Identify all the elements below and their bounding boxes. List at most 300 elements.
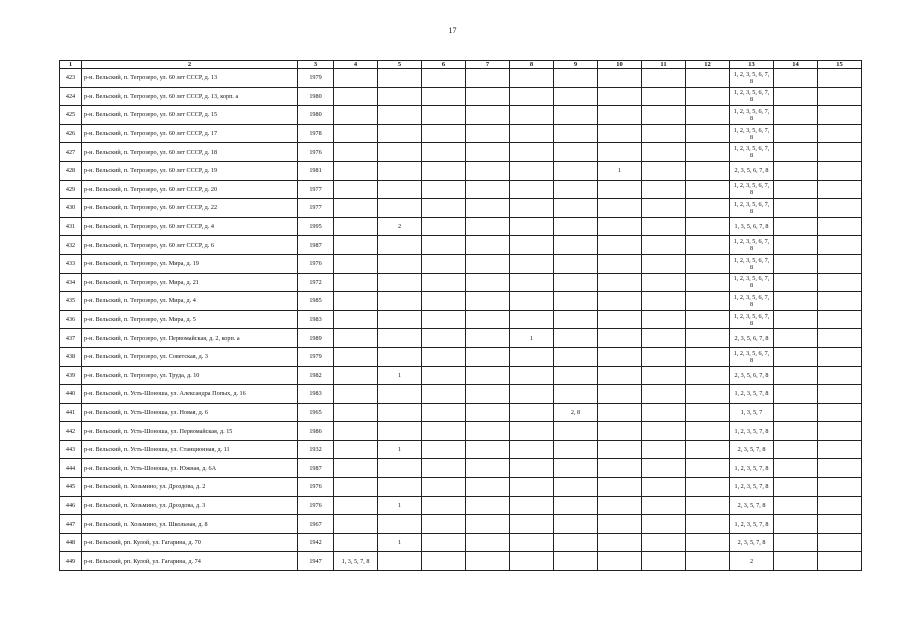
table-cell [510, 310, 554, 329]
table-cell [554, 236, 598, 255]
table-cell [510, 199, 554, 218]
table-cell [554, 69, 598, 88]
table-cell [466, 459, 510, 478]
column-header: 11 [642, 61, 686, 69]
table-cell [466, 533, 510, 552]
address-cell: р-н. Вельский, п. Тегрозеро, ул. Первомайская, д. 2, корп. а [82, 329, 298, 348]
table-cell [422, 124, 466, 143]
table-cell [378, 143, 422, 162]
table-cell [554, 533, 598, 552]
table-cell [466, 236, 510, 255]
table-cell [554, 161, 598, 180]
table-cell [642, 422, 686, 441]
table-cell [554, 180, 598, 199]
table-row [60, 236, 862, 255]
table-row [60, 180, 862, 199]
table-cell [422, 310, 466, 329]
address-cell: р-н. Вельский, п. Тегрозеро, ул. Мира, д. 4 [82, 292, 298, 311]
table-cell [642, 161, 686, 180]
row-number-cell: 424 [60, 87, 82, 106]
table-cell [642, 533, 686, 552]
table-cell [334, 217, 378, 236]
column-header: 10 [598, 61, 642, 69]
table-cell [686, 199, 730, 218]
table-cell [466, 217, 510, 236]
table-cell [686, 366, 730, 385]
table-cell [598, 347, 642, 366]
table-cell [378, 180, 422, 199]
address-cell: р-н. Вельский, п. Тегрозеро, ул. 60 лет СССР, д. 19 [82, 161, 298, 180]
table-cell [818, 403, 862, 422]
address-cell: р-н. Вельский, п. Хозьмино, ул. Дроздова, д. 3 [82, 496, 298, 515]
address-cell: р-н. Вельский, п. Тегрозеро, ул. Мира, д. 19 [82, 254, 298, 273]
row-number-cell: 443 [60, 440, 82, 459]
table-cell [510, 217, 554, 236]
table-cell: 1, 2, 3, 5, 6, 7, 8 [730, 87, 774, 106]
table-cell [510, 440, 554, 459]
table-cell [334, 366, 378, 385]
year-cell: 1976 [298, 254, 334, 273]
table-cell: 1, 2, 3, 5, 6, 7, 8 [730, 124, 774, 143]
column-header: 1 [60, 61, 82, 69]
table-cell [378, 459, 422, 478]
table-cell [466, 143, 510, 162]
row-number-cell: 428 [60, 161, 82, 180]
table-cell [334, 403, 378, 422]
table-cell [510, 292, 554, 311]
column-header: 13 [730, 61, 774, 69]
table-cell [774, 254, 818, 273]
table-cell [598, 254, 642, 273]
table-row [60, 347, 862, 366]
table-cell [378, 310, 422, 329]
table-cell [818, 143, 862, 162]
table-cell: 1, 2, 3, 5, 6, 7, 8 [730, 143, 774, 162]
table-cell [598, 422, 642, 441]
table-cell [422, 199, 466, 218]
table-cell [422, 329, 466, 348]
table-cell: 1 [378, 440, 422, 459]
table-cell: 2 [378, 217, 422, 236]
table-cell [422, 161, 466, 180]
table-cell [510, 496, 554, 515]
year-cell: 1976 [298, 143, 334, 162]
table-cell [642, 329, 686, 348]
table-cell [422, 459, 466, 478]
table-cell [334, 87, 378, 106]
table-cell [598, 329, 642, 348]
row-number-cell: 438 [60, 347, 82, 366]
table-row [60, 496, 862, 515]
table-cell [642, 347, 686, 366]
table-cell [378, 422, 422, 441]
table-cell: 2, 8 [554, 403, 598, 422]
table-row [60, 403, 862, 422]
table-cell: 1 [510, 329, 554, 348]
year-cell: 1986 [298, 422, 334, 441]
table-cell [510, 273, 554, 292]
table-cell [686, 124, 730, 143]
row-number-cell: 440 [60, 385, 82, 404]
table-row [60, 385, 862, 404]
table-cell [422, 440, 466, 459]
table-cell [774, 366, 818, 385]
row-number-cell: 427 [60, 143, 82, 162]
table-cell: 1 [378, 366, 422, 385]
table-cell [466, 515, 510, 534]
table-cell [378, 124, 422, 143]
year-cell: 1995 [298, 217, 334, 236]
column-header: 2 [82, 61, 298, 69]
table-cell [598, 478, 642, 497]
table-cell [422, 347, 466, 366]
address-cell: р-н. Вельский, п. Тегрозеро, ул. 60 лет СССР, д. 13 [82, 69, 298, 88]
table-cell [554, 422, 598, 441]
table-cell [334, 422, 378, 441]
table-cell: 1, 2, 3, 5, 6, 7, 8 [730, 106, 774, 125]
table-cell [818, 106, 862, 125]
table-cell [818, 515, 862, 534]
table-cell: 1, 2, 3, 5, 7, 8 [730, 422, 774, 441]
table-cell [598, 496, 642, 515]
page-number: 17 [448, 26, 457, 35]
column-header: 14 [774, 61, 818, 69]
table-cell [422, 403, 466, 422]
table-cell [466, 347, 510, 366]
table-cell [554, 515, 598, 534]
table-cell [334, 106, 378, 125]
table-cell [818, 440, 862, 459]
table-cell [334, 180, 378, 199]
table-cell [818, 496, 862, 515]
table-cell [686, 552, 730, 571]
table-cell [554, 254, 598, 273]
table-cell [598, 236, 642, 255]
table-cell [510, 552, 554, 571]
table-cell [554, 124, 598, 143]
table-cell [642, 310, 686, 329]
table-cell [378, 329, 422, 348]
table-cell [378, 515, 422, 534]
row-number-cell: 442 [60, 422, 82, 441]
table-cell [686, 180, 730, 199]
table-cell [422, 180, 466, 199]
table-cell [686, 440, 730, 459]
table-row [60, 292, 862, 311]
row-number-cell: 426 [60, 124, 82, 143]
table-cell [466, 292, 510, 311]
row-number-cell: 425 [60, 106, 82, 125]
column-header: 8 [510, 61, 554, 69]
table-cell [554, 199, 598, 218]
table-cell: 1, 2, 3, 5, 6, 7, 8 [730, 292, 774, 311]
table-cell: 1, 2, 3, 5, 6, 7, 8 [730, 236, 774, 255]
table-cell [818, 422, 862, 441]
table-cell [686, 292, 730, 311]
table-cell [774, 552, 818, 571]
table-row [60, 217, 862, 236]
year-cell: 1987 [298, 459, 334, 478]
table-cell [774, 236, 818, 255]
table-cell [642, 106, 686, 125]
table-cell [334, 254, 378, 273]
table-cell [818, 254, 862, 273]
table-cell [378, 552, 422, 571]
table-cell [686, 106, 730, 125]
table-cell: 2, 3, 5, 7, 8 [730, 440, 774, 459]
table-cell [598, 403, 642, 422]
table-cell [554, 273, 598, 292]
table-cell [466, 310, 510, 329]
table-cell [422, 254, 466, 273]
table-cell [818, 459, 862, 478]
year-cell: 1947 [298, 552, 334, 571]
table-cell [510, 87, 554, 106]
table-cell [774, 161, 818, 180]
table-cell [818, 366, 862, 385]
year-cell: 1965 [298, 403, 334, 422]
table-cell [510, 403, 554, 422]
table-cell [774, 124, 818, 143]
row-number-cell: 433 [60, 254, 82, 273]
year-cell: 1977 [298, 199, 334, 218]
table-cell [510, 422, 554, 441]
address-cell: р-н. Вельский, п. Тегрозеро, ул. Труда, д. 10 [82, 366, 298, 385]
year-cell: 1972 [298, 273, 334, 292]
table-cell: 2, 3, 5, 6, 7, 8 [730, 329, 774, 348]
table-cell [598, 552, 642, 571]
table-cell [334, 273, 378, 292]
table-cell [334, 124, 378, 143]
table-cell [466, 124, 510, 143]
table-cell [642, 124, 686, 143]
year-cell: 1989 [298, 329, 334, 348]
row-number-cell: 439 [60, 366, 82, 385]
table-cell [510, 478, 554, 497]
table-cell [466, 366, 510, 385]
table-cell [466, 552, 510, 571]
table-cell [598, 106, 642, 125]
row-number-cell: 449 [60, 552, 82, 571]
table-cell [378, 106, 422, 125]
table-cell [598, 124, 642, 143]
table-cell [598, 273, 642, 292]
table-cell [818, 533, 862, 552]
table-cell [642, 217, 686, 236]
table-cell [422, 236, 466, 255]
table-row [60, 440, 862, 459]
table-cell [422, 273, 466, 292]
address-cell: р-н. Вельский, п. Тегрозеро, ул. 60 лет СССР, д. 18 [82, 143, 298, 162]
table-row [60, 552, 862, 571]
table-row [60, 273, 862, 292]
table-cell [686, 533, 730, 552]
column-header: 9 [554, 61, 598, 69]
table-cell [774, 478, 818, 497]
table-cell [598, 87, 642, 106]
table-cell [642, 403, 686, 422]
year-cell: 1979 [298, 347, 334, 366]
table-cell [422, 87, 466, 106]
table-cell [334, 69, 378, 88]
table-cell [598, 515, 642, 534]
table-cell [818, 347, 862, 366]
table-cell [378, 347, 422, 366]
table-cell [686, 254, 730, 273]
table-cell [642, 87, 686, 106]
column-header: 15 [818, 61, 862, 69]
table-cell: 1, 2, 3, 5, 6, 7, 8 [730, 347, 774, 366]
table-cell [598, 143, 642, 162]
table-cell [554, 385, 598, 404]
table-cell [774, 347, 818, 366]
table-cell [422, 217, 466, 236]
year-cell: 1979 [298, 69, 334, 88]
table-cell [378, 273, 422, 292]
table-cell [774, 217, 818, 236]
table-row [60, 143, 862, 162]
address-cell: р-н. Вельский, п. Тегрозеро, ул. Мира, д. 5 [82, 310, 298, 329]
address-cell: р-н. Вельский, п. Тегрозеро, ул. 60 лет СССР, д. 20 [82, 180, 298, 199]
table-cell [422, 478, 466, 497]
table-cell [686, 310, 730, 329]
table-cell [466, 422, 510, 441]
table-cell [422, 143, 466, 162]
table-cell [422, 385, 466, 404]
row-number-cell: 431 [60, 217, 82, 236]
table-cell [378, 199, 422, 218]
table-cell [598, 366, 642, 385]
table-cell [598, 533, 642, 552]
table-cell [510, 180, 554, 199]
table-cell [598, 180, 642, 199]
address-cell: р-н. Вельский, рп. Кулой, ул. Гагарина, д. 70 [82, 533, 298, 552]
table-cell [642, 552, 686, 571]
table-cell [554, 496, 598, 515]
row-number-cell: 436 [60, 310, 82, 329]
year-cell: 1976 [298, 478, 334, 497]
table-cell [334, 478, 378, 497]
table-cell [466, 180, 510, 199]
row-number-cell: 441 [60, 403, 82, 422]
table-cell [642, 69, 686, 88]
table-cell [686, 422, 730, 441]
table-cell [686, 515, 730, 534]
table-cell [334, 143, 378, 162]
table-cell [510, 347, 554, 366]
table-cell [334, 347, 378, 366]
table-cell: 1, 2, 3, 5, 7, 8 [730, 515, 774, 534]
table-cell [554, 366, 598, 385]
table-cell [510, 515, 554, 534]
table-cell [642, 515, 686, 534]
table-cell [422, 515, 466, 534]
table-cell [774, 533, 818, 552]
table-cell [466, 403, 510, 422]
table-cell [422, 533, 466, 552]
row-number-cell: 435 [60, 292, 82, 311]
table-cell [422, 292, 466, 311]
table-cell [466, 87, 510, 106]
table-cell [774, 106, 818, 125]
table-cell [818, 552, 862, 571]
table-cell [334, 310, 378, 329]
table-cell [774, 273, 818, 292]
table-cell [686, 347, 730, 366]
year-cell: 1932 [298, 440, 334, 459]
table-cell [334, 292, 378, 311]
table-row [60, 254, 862, 273]
table-cell [554, 292, 598, 311]
table-cell [642, 385, 686, 404]
table-cell [818, 329, 862, 348]
table-cell [334, 496, 378, 515]
table-cell: 1 [378, 533, 422, 552]
address-cell: р-н. Вельский, п. Усть-Шоноша, ул. Александра Попых, д. 16 [82, 385, 298, 404]
row-number-cell: 447 [60, 515, 82, 534]
table-cell: 2, 3, 5, 6, 7, 8 [730, 161, 774, 180]
table-cell [642, 496, 686, 515]
table-cell [642, 366, 686, 385]
year-cell: 1983 [298, 310, 334, 329]
address-cell: р-н. Вельский, п. Тегрозеро, ул. Мира, д. 21 [82, 273, 298, 292]
table-cell [598, 217, 642, 236]
table-cell [466, 385, 510, 404]
address-cell: р-н. Вельский, п. Усть-Шоноша, ул. Южная, д. 6А [82, 459, 298, 478]
table-cell [378, 254, 422, 273]
table-cell [510, 254, 554, 273]
table-cell [422, 106, 466, 125]
table-cell [774, 199, 818, 218]
table-cell [378, 69, 422, 88]
table-cell [642, 292, 686, 311]
table-cell [422, 69, 466, 88]
row-number-cell: 448 [60, 533, 82, 552]
address-cell: р-н. Вельский, п. Тегрозеро, ул. 60 лет СССР, д. 13, корп. а [82, 87, 298, 106]
table-cell [686, 459, 730, 478]
year-cell: 1983 [298, 385, 334, 404]
table-cell [334, 459, 378, 478]
year-cell: 1980 [298, 87, 334, 106]
row-number-cell: 430 [60, 199, 82, 218]
table-cell [378, 403, 422, 422]
year-cell: 1942 [298, 533, 334, 552]
table-cell [334, 199, 378, 218]
table-cell [818, 292, 862, 311]
table-cell [466, 496, 510, 515]
table-cell [818, 385, 862, 404]
table-cell [642, 236, 686, 255]
table-cell [466, 329, 510, 348]
year-cell: 1978 [298, 124, 334, 143]
row-number-cell: 446 [60, 496, 82, 515]
table-cell [598, 310, 642, 329]
table-cell [686, 69, 730, 88]
table-cell [378, 236, 422, 255]
table-cell [686, 496, 730, 515]
table-cell [510, 106, 554, 125]
table-cell [686, 403, 730, 422]
table-cell [378, 385, 422, 404]
column-header: 5 [378, 61, 422, 69]
table-cell [334, 385, 378, 404]
table-cell [466, 440, 510, 459]
housing-registry-table [59, 60, 862, 571]
address-cell: р-н. Вельский, п. Тегрозеро, ул. 60 лет СССР, д. 17 [82, 124, 298, 143]
address-cell: р-н. Вельский, п. Усть-Шоноша, ул. Станционная, д. 11 [82, 440, 298, 459]
table-cell [642, 143, 686, 162]
table-cell [818, 180, 862, 199]
